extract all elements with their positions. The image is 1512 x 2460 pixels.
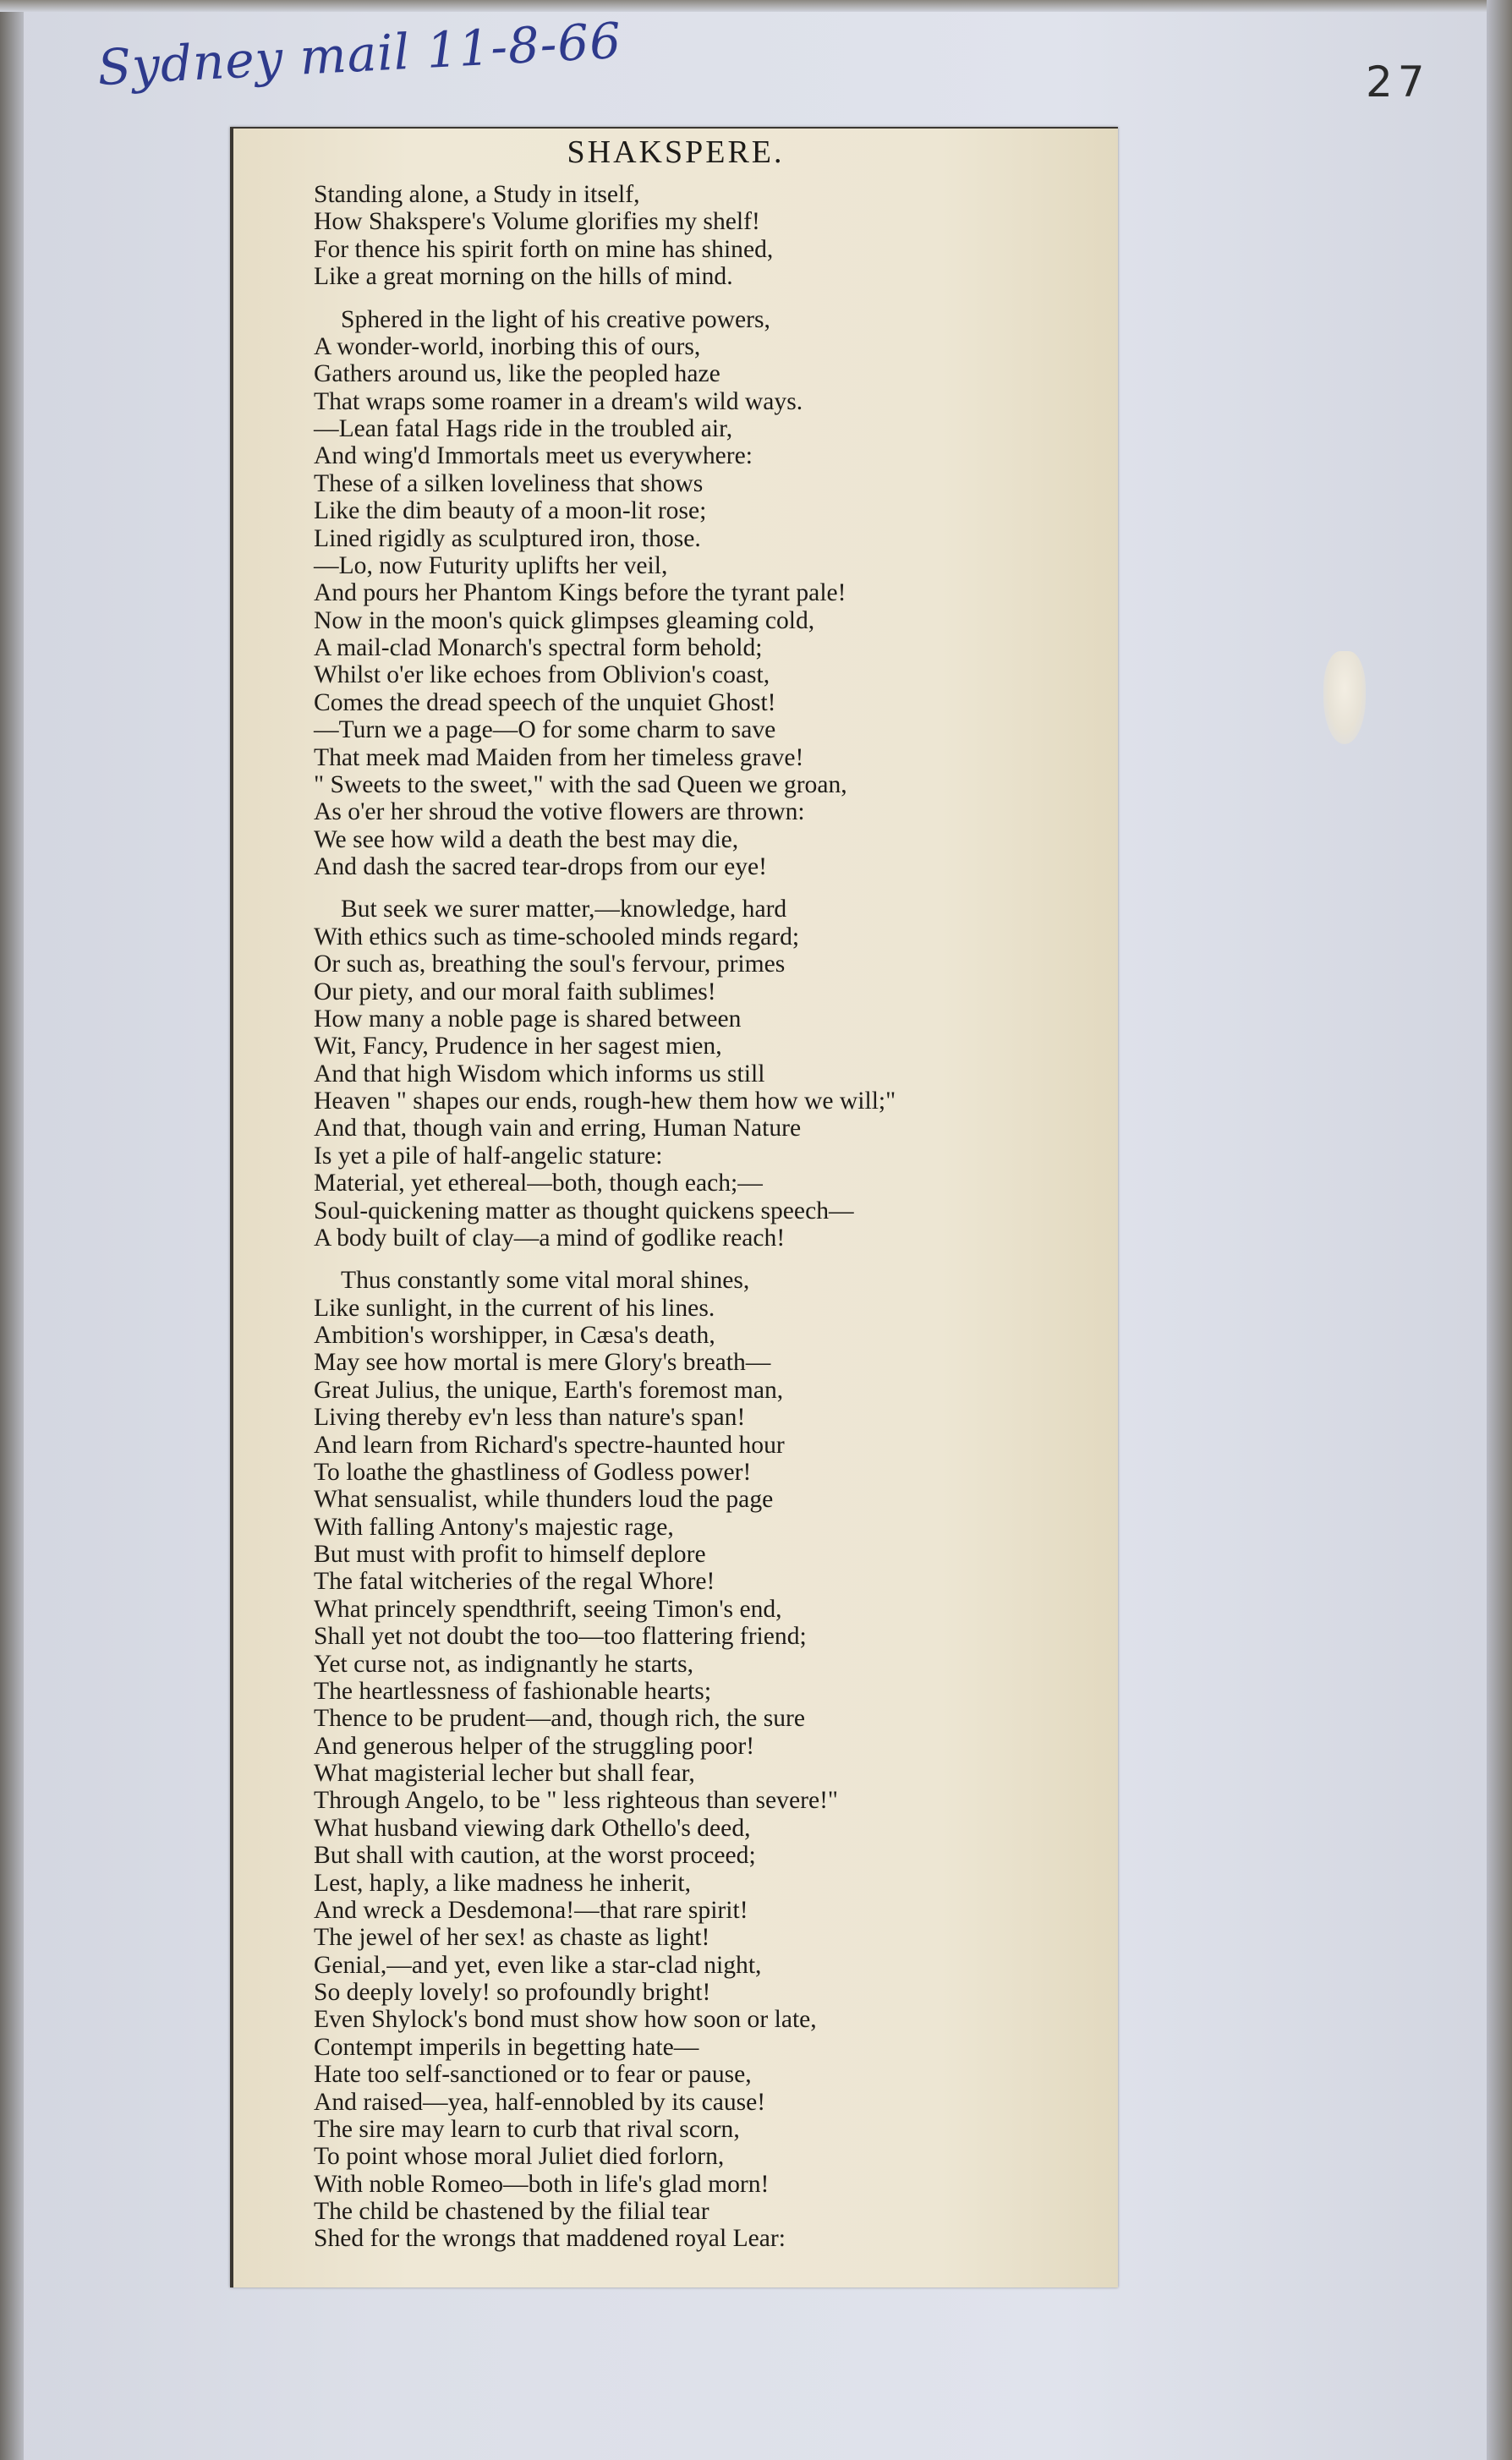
poem-line: To point whose moral Juliet died forlorn, [314,2143,725,2171]
poem-line: And that high Wisdom which informs us still [314,1060,765,1088]
poem-line: " Sweets to the sweet," with the sad Queen we groan, [314,770,847,798]
stanza [314,896,1109,1252]
poem-line: And wing'd Immortals meet us everywhere: [314,442,753,470]
poem-line: May see how mortal is mere Glory's breath— [314,1349,771,1377]
poem-line: With ethics such as time-schooled minds regard; [314,923,800,951]
poem-line: What sensualist, while thunders loud the page [314,1486,774,1514]
poem-line: Contempt imperils in begetting hate— [314,2033,699,2061]
poem-line: Great Julius, the unique, Earth's foremost man, [314,1376,784,1404]
poem-line: How Shakspere's Volume glorifies my shelf! [314,208,760,236]
poem-line: We see how wild a death the best may die, [314,825,739,853]
stanza [314,306,1109,881]
poem-line: Shed for the wrongs that maddened royal Lear: [314,2225,786,2253]
poem-line: With falling Antony's majestic rage, [314,1513,674,1541]
poem-line: Like sunlight, in the current of his lines. [314,1294,715,1322]
poem-line: But seek we surer matter,—knowledge, hard [341,896,787,923]
poem-line: The sire may learn to curb that rival scorn, [314,2115,740,2143]
poem-line: —Lo, now Futurity uplifts her veil, [314,551,668,579]
poem-line: Comes the dread speech of the unquiet Ghost! [314,688,776,716]
poem-line: Like the dim beauty of a moon-lit rose; [314,497,707,525]
poem-line: And generous helper of the struggling poor! [314,1732,755,1760]
poem-line: Is yet a pile of half-angelic stature: [314,1142,663,1170]
poem-line: These of a silken loveliness that shows [314,469,704,497]
poem-line: That wraps some roamer in a dream's wild ways. [314,387,803,415]
poem-line: Heaven " shapes our ends, rough-hew them how we will;" [314,1088,896,1115]
poem-line: Whilst o'er like echoes from Oblivion's coast, [314,661,770,689]
page-number: 27 [1366,58,1430,107]
poem-line: And learn from Richard's spectre-haunted hour [314,1431,785,1459]
poem-line: But shall with caution, at the worst proceed; [314,1842,756,1870]
poem-line: And raised—yea, half-ennobled by its cause! [314,2088,766,2116]
poem-line: Like a great morning on the hills of mind. [314,263,733,291]
poem-line: And dash the sacred tear-drops from our eye! [314,853,767,880]
poem-line: And pours her Phantom Kings before the tyrant pale! [314,579,846,607]
poem-line: The fatal witcheries of the regal Whore! [314,1568,715,1596]
poem-title: SHAKSPERE. [567,134,785,170]
poem-line: Thence to be prudent—and, though rich, the sure [314,1705,806,1733]
poem-line: Soul-quickening matter as thought quickens speech— [314,1197,854,1225]
poem-line: Our piety, and our moral faith sublimes! [314,978,716,1005]
poem-line: Now in the moon's quick glimpses gleaming cold, [314,606,815,634]
poem-line: —Turn we a page—O for some charm to save [314,716,776,744]
poem-line: Thus constantly some vital moral shines, [341,1267,750,1295]
poem-line: Lined rigidly as sculptured iron, those. [314,524,701,552]
poem-line: Gathers around us, like the peopled haze [314,360,720,388]
poem-line: As o'er her shroud the votive flowers are thrown: [314,798,805,826]
poem-line: A mail-clad Monarch's spectral form behold; [314,634,763,661]
poem-line: That meek mad Maiden from her timeless grave! [314,743,804,771]
poem-line: Sphered in the light of his creative powers, [341,305,770,333]
poem-line: Hate too self-sanctioned or to fear or pause, [314,2061,752,2089]
poem-line: For thence his spirit forth on mine has shined, [314,235,774,263]
poem-line: Through Angelo, to be " less righteous than severe!" [314,1787,839,1815]
poem-line: What magisterial lecher but shall fear, [314,1760,695,1787]
poem-line: A wonder-world, inorbing this of ours, [314,332,701,360]
poem-line: The heartlessness of fashionable hearts; [314,1677,712,1705]
poem-line: But must with profit to himself deplore [314,1541,706,1568]
poem-line: Genial,—and yet, even like a star-clad night, [314,1951,762,1979]
poem-line: To loathe the ghastliness of Godless power! [314,1458,752,1486]
poem-line: What princely spendthrift, seeing Timon's end, [314,1595,782,1623]
poem-line: And wreck a Desdemona!—that rare spirit! [314,1896,748,1924]
poem-line: Standing alone, a Study in itself, [314,181,640,208]
poem-line: With noble Romeo—both in life's glad morn! [314,2170,770,2198]
poem-line: Living thereby ev'n less than nature's span! [314,1404,746,1432]
poem-line: Lest, haply, a like madness he inherit, [314,1869,691,1897]
newspaper-clipping [230,127,1118,2287]
poem-line: A body built of clay—a mind of godlike reach! [314,1224,786,1252]
poem-line: What husband viewing dark Othello's deed, [314,1814,751,1842]
page-top-edge [0,0,1512,12]
stanza [314,1267,1109,2253]
poem-line: So deeply lovely! so profoundly bright! [314,1979,711,2006]
poem-line: The child be chastened by the filial tear [314,2198,709,2225]
poem-line: Or such as, breathing the soul's fervour, primes [314,951,786,978]
poem-line: Even Shylock's bond must show how soon or late, [314,2006,817,2034]
stanza [314,181,1109,291]
poem-line: How many a noble page is shared between [314,1005,742,1033]
paper-stain [1323,651,1366,744]
poem-line: And that, though vain and erring, Human Nature [314,1115,802,1142]
poem-line: Shall yet not doubt the too—too flattering friend; [314,1623,807,1651]
poem-line: —Lean fatal Hags ride in the troubled air, [314,415,733,442]
handwritten-source-note: Sydney mail 11-8-66 [96,11,623,97]
poem-line: Yet curse not, as indignantly he starts, [314,1650,694,1678]
poem-line: Ambition's worshipper, in Cæsa's death, [314,1322,715,1349]
poem-line: The jewel of her sex! as chaste as light! [314,1924,710,1952]
poem-line: Material, yet ethereal—both, though each;— [314,1170,763,1197]
poem-body [314,181,1109,2268]
poem-line: Wit, Fancy, Prudence in her sagest mien, [314,1033,722,1060]
